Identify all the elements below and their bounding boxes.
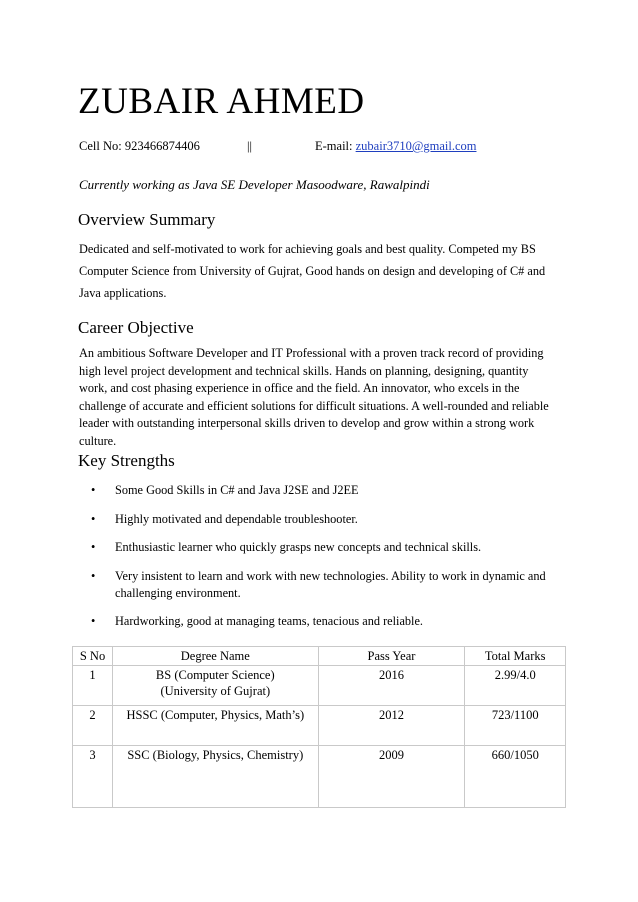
bullet-icon: • (91, 511, 96, 526)
email-link[interactable]: zubair3710@gmail.com (355, 139, 477, 153)
cell-marks: 723/1100 (465, 706, 566, 746)
column-header-degree: Degree Name (113, 647, 318, 666)
table-row (73, 666, 566, 706)
list-item (91, 539, 561, 557)
list-item (91, 482, 561, 500)
cell-sno: 3 (73, 746, 113, 808)
career-text: An ambitious Software Developer and IT Professional with a proven track record of providing high level project development and technical skills. Hands on planning, designing, quantity work, and cost phasing experience in office and the field. An innovator, who excels in the challenge of accurate and efficient solutions for difficult situations. A well-rounded and reliable leader with outstanding interpersonal skills driven to develop and grow within a strong work culture. (79, 346, 549, 448)
email-block (315, 137, 476, 155)
column-header-year: Pass Year (318, 647, 465, 666)
bullet-icon: • (91, 483, 96, 497)
cell-degree: HSSC (Computer, Physics, Math’s) (113, 706, 318, 746)
cell-degree: SSC (Biology, Physics, Chemistry) (113, 746, 318, 808)
cell-year: 2012 (318, 706, 465, 746)
bullet-icon: • (91, 568, 96, 583)
strength-text: Hardworking, good at managing teams, tenacious and reliable. (115, 613, 424, 628)
strengths-heading: Key Strengths (78, 451, 175, 470)
cell-number: Cell No: 923466874406 (79, 139, 200, 153)
education-table (72, 646, 566, 808)
list-item (91, 613, 561, 631)
cell-year: 2016 (318, 666, 465, 706)
strength-text: Some Good Skills in C# and Java J2SE and J2EE (115, 483, 359, 497)
career-heading: Career Objective (78, 318, 194, 337)
strength-text: Highly motivated and dependable troubleshooter. (115, 511, 358, 526)
table-row (73, 706, 566, 746)
table-row (73, 746, 566, 808)
cell-degree (113, 666, 318, 706)
strength-text: Very insistent to learn and work with new technologies. Ability to work in dynamic and challenging environment. (115, 568, 546, 600)
cell-sno: 1 (73, 666, 113, 706)
contact-line (79, 137, 559, 155)
table-header-row (73, 647, 566, 666)
overview-text: Dedicated and self-motivated to work for achieving goals and best quality. Competed my BS Computer Science from University of Gujrat, Good hands on design and developing of C# and Java applications. (79, 242, 546, 300)
cell-year: 2009 (318, 746, 465, 808)
cell-marks: 660/1050 (465, 746, 566, 808)
strength-text: Enthusiastic learner who quickly grasps new concepts and technical skills. (115, 540, 482, 554)
list-item (91, 511, 561, 529)
column-header-marks: Total Marks (465, 647, 566, 666)
cell-sno: 2 (73, 706, 113, 746)
candidate-name: ZUBAIR AHMED (78, 81, 365, 122)
degree-line: BS (Computer Science) (155, 668, 275, 682)
cell-marks: 2.99/4.0 (465, 666, 566, 706)
current-position: Currently working as Java SE Developer Masoodware, Rawalpindi (79, 177, 430, 192)
bullet-icon: • (91, 540, 96, 554)
column-header-sno: S No (73, 647, 113, 666)
list-item (91, 568, 561, 603)
email-label: E-mail: (315, 139, 353, 153)
overview-heading: Overview Summary (78, 210, 216, 229)
bullet-icon: • (91, 613, 96, 628)
contact-separator: || (247, 139, 253, 153)
strengths-list (91, 482, 561, 630)
degree-line-2: (University of Gujrat) (160, 684, 271, 698)
